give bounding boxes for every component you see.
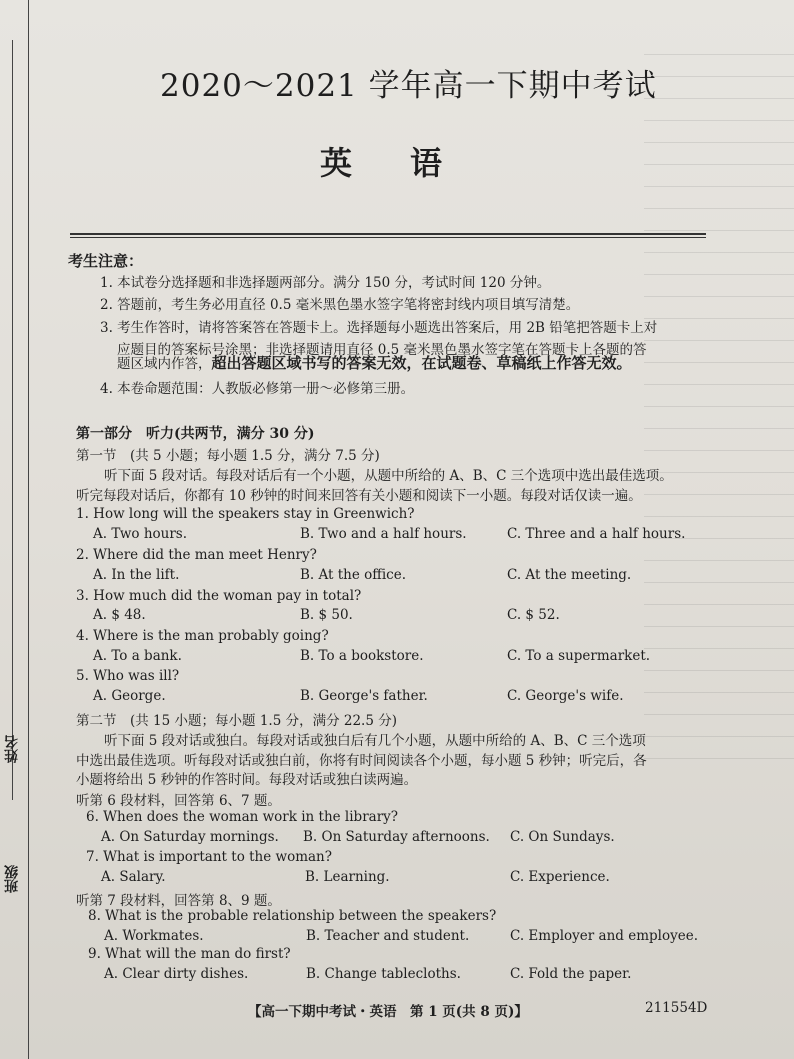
question-3: 3. How much did the woman pay in total? bbox=[76, 588, 362, 604]
section2-instruction-a: 听下面 5 段对话或独白。每段对话或独白后有几个小题，从题中所给的 A、B、C 三个选项 bbox=[104, 733, 646, 749]
q8-option-a: A. Workmates. bbox=[104, 928, 204, 944]
section2-instruction-c: 小题将给出 5 秒钟的作答时间。每段对话或独白读两遍。 bbox=[76, 772, 418, 788]
q8-option-b: B. Teacher and student. bbox=[306, 928, 470, 944]
q3-option-b: B. $ 50. bbox=[300, 607, 353, 623]
exam-code: 211554D bbox=[645, 1000, 708, 1016]
header-rule bbox=[70, 233, 706, 235]
q4-option-b: B. To a bookstore. bbox=[300, 648, 424, 664]
notice-item-3c-wrap bbox=[117, 352, 632, 373]
exam-title: 2020～2021 学年高一下期中考试 bbox=[160, 68, 657, 104]
q3-option-c: C. $ 52. bbox=[507, 607, 560, 623]
question-5: 5. Who was ill? bbox=[76, 668, 180, 684]
material-6-heading: 听第 6 段材料，回答第 6、7 题。 bbox=[76, 793, 281, 809]
q2-option-c: C. At the meeting. bbox=[507, 567, 632, 583]
notice-item-2: 2. 答题前，考生务必用直径 0.5 毫米黑色墨水签字笔将密封线内项目填写清楚。 bbox=[100, 297, 580, 313]
notice-item-3a: 3. 考生作答时，请将答案答在答题卡上。选择题每小题选出答案后，用 2B 铅笔把答题卡上对 bbox=[100, 320, 658, 336]
notice-item-4: 4. 本卷命题范围：人教版必修第一册～必修第三册。 bbox=[100, 381, 415, 397]
q1-option-c: C. Three and a half hours. bbox=[507, 526, 686, 542]
q9-option-c: C. Fold the paper. bbox=[510, 966, 632, 982]
section2-instruction-b: 中选出最佳选项。听每段对话或独白前，你将有时间阅读各个小题，每小题 5 秒钟；听完后，各 bbox=[76, 753, 647, 769]
q5-option-b: B. George's father. bbox=[300, 688, 428, 704]
notice-item-3b: 应题目的答案标号涂黑；非选择题请用直径 0.5 毫米黑色墨水签字笔在答题卡上各题的答 bbox=[117, 342, 647, 358]
question-4: 4. Where is the man probably going? bbox=[76, 628, 329, 644]
question-6: 6. When does the woman work in the library? bbox=[86, 809, 399, 825]
part1-heading: 第一部分 听力(共两节，满分 30 分) bbox=[76, 426, 315, 442]
notice-item-3c: 题区域内作答， bbox=[117, 356, 212, 372]
question-8: 8. What is the probable relationship between the speakers? bbox=[88, 908, 497, 924]
section1-instruction-b: 听完每段对话后，你都有 10 秒钟的时间来回答有关小题和阅读下一小题。每段对话仅读一遍。 bbox=[76, 488, 642, 504]
question-1: 1. How long will the speakers stay in Greenwich? bbox=[76, 506, 415, 522]
q4-option-a: A. To a bank. bbox=[93, 648, 182, 664]
q6-option-a: A. On Saturday mornings. bbox=[101, 829, 279, 845]
notice-heading: 考生注意： bbox=[68, 252, 144, 270]
material-7-heading: 听第 7 段材料，回答第 8、9 题。 bbox=[76, 893, 281, 909]
q4-option-c: C. To a supermarket. bbox=[507, 648, 651, 664]
bleed-through-text bbox=[644, 40, 794, 760]
binding-line bbox=[12, 40, 13, 800]
q3-option-a: A. $ 48. bbox=[93, 607, 146, 623]
q9-option-b: B. Change tablecloths. bbox=[306, 966, 461, 982]
q2-option-b: B. At the office. bbox=[300, 567, 407, 583]
notice-warning: 超出答题区域书写的答案无效，在试题卷、草稿纸上作答无效。 bbox=[211, 354, 632, 372]
section1-instruction-a: 听下面 5 段对话。每段对话后有一个小题，从题中所给的 A、B、C 三个选项中选出最佳选项。 bbox=[104, 468, 673, 484]
question-2: 2. Where did the man meet Henry? bbox=[76, 547, 317, 563]
section2-heading: 第二节 (共 15 小题；每小题 1.5 分，满分 22.5 分) bbox=[76, 713, 397, 729]
q2-option-a: A. In the lift. bbox=[93, 567, 180, 583]
q5-option-c: C. George's wife. bbox=[507, 688, 624, 704]
header-rule-thin bbox=[70, 237, 706, 238]
q7-option-c: C. Experience. bbox=[510, 869, 610, 885]
subject-title: 英语 bbox=[320, 144, 501, 182]
name-label: 姓名 bbox=[4, 735, 20, 763]
notice-item-1: 1. 本试卷分选择题和非选择题两部分。满分 150 分，考试时间 120 分钟。 bbox=[100, 275, 551, 291]
q1-option-a: A. Two hours. bbox=[93, 526, 188, 542]
page-footer: 【高一下期中考试・英语 第 1 页(共 8 页)】 bbox=[248, 1004, 528, 1020]
question-9: 9. What will the man do first? bbox=[88, 946, 291, 962]
q7-option-b: B. Learning. bbox=[305, 869, 390, 885]
class-label: 班级 bbox=[4, 865, 20, 893]
binding-margin bbox=[0, 0, 29, 1059]
section1-heading: 第一节 (共 5 小题；每小题 1.5 分，满分 7.5 分) bbox=[76, 448, 380, 464]
q7-option-a: A. Salary. bbox=[101, 869, 166, 885]
q5-option-a: A. George. bbox=[93, 688, 166, 704]
q6-option-b: B. On Saturday afternoons. bbox=[303, 829, 490, 845]
question-7: 7. What is important to the woman? bbox=[86, 849, 332, 865]
q8-option-c: C. Employer and employee. bbox=[510, 928, 698, 944]
q9-option-a: A. Clear dirty dishes. bbox=[104, 966, 249, 982]
q1-option-b: B. Two and a half hours. bbox=[300, 526, 467, 542]
q6-option-c: C. On Sundays. bbox=[510, 829, 615, 845]
